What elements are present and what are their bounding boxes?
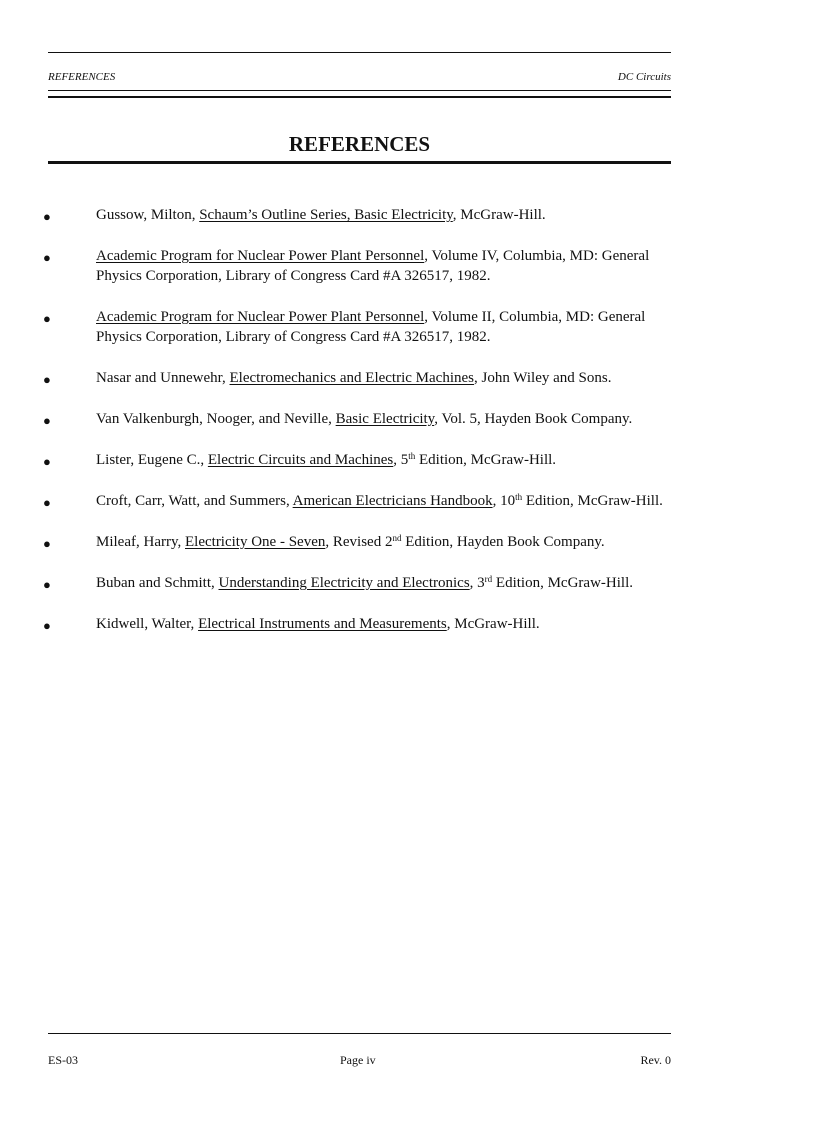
reference-authors: Kidwell, Walter, (96, 616, 199, 632)
reference-details: , 5 (393, 452, 409, 468)
bullet-icon: ● (43, 209, 51, 224)
reference-details: , McGraw-Hill. (446, 616, 540, 632)
reference-title: Academic Program for Nuclear Power Plant Personnel (96, 248, 425, 264)
reference-title: Understanding Electricity and Electronics (218, 575, 470, 591)
reference-title: Academic Program for Nuclear Power Plant Personnel (96, 309, 425, 325)
reference-item (43, 368, 674, 388)
reference-list (43, 205, 674, 655)
reference-authors: Lister, Eugene C., (96, 452, 208, 468)
bullet-icon: ● (43, 311, 51, 326)
reference-authors: Croft, Carr, Watt, and Summers, (96, 493, 293, 509)
bullet-icon: ● (43, 618, 51, 633)
page-title: REFERENCES (288, 132, 431, 156)
reference-item (43, 450, 674, 470)
bullet-icon: ● (43, 536, 51, 551)
reference-authors: Van Valkenburgh, Nooger, and Neville, (96, 411, 336, 427)
reference-details: , Volume II, Columbia, MD: General Physics Corporation, Library of Congress Card #A 326517, 1982. (96, 309, 646, 345)
reference-details: , Revised 2 (325, 534, 393, 550)
reference-item (43, 307, 674, 347)
reference-authors: Gussow, Milton, (96, 207, 200, 223)
ordinal-suffix: rd (484, 574, 493, 584)
header-bottom-rule-thick (48, 96, 671, 98)
footer-page-number: Page iv (340, 1053, 376, 1067)
ordinal-suffix: nd (392, 533, 402, 543)
reference-authors: Buban and Schmitt, (96, 575, 219, 591)
reference-details: , Vol. 5, Hayden Book Company. (434, 411, 633, 427)
reference-item (43, 205, 674, 225)
footer-revision: Rev. 0 (640, 1053, 671, 1067)
reference-details: , 3 (469, 575, 485, 591)
footer-document-id: ES-03 (48, 1053, 78, 1067)
reference-authors: Mileaf, Harry, (96, 534, 185, 550)
reference-edition: Edition, McGraw-Hill. (492, 575, 633, 591)
reference-title: Basic Electricity (335, 411, 435, 427)
reference-edition: Edition, McGraw-Hill. (522, 493, 663, 509)
bullet-icon: ● (43, 495, 51, 510)
bullet-icon: ● (43, 454, 51, 469)
reference-item (43, 409, 674, 429)
reference-details: , Volume IV, Columbia, MD: General Physics Corporation, Library of Congress Card #A 326517, 1982. (96, 248, 650, 284)
footer-rule (48, 1033, 671, 1034)
reference-title: Schaum’s Outline Series, Basic Electricity (199, 207, 453, 223)
reference-title: Electromechanics and Electric Machines (229, 370, 474, 386)
bullet-icon: ● (43, 372, 51, 387)
reference-title: Electrical Instruments and Measurements (198, 616, 447, 632)
bullet-icon: ● (43, 413, 51, 428)
reference-title: Electricity One - Seven (185, 534, 326, 550)
reference-edition: Edition, Hayden Book Company. (401, 534, 605, 550)
title-rule (48, 161, 671, 164)
reference-title: American Electricians Handbook (292, 493, 493, 509)
header-document-label: DC Circuits (617, 71, 671, 83)
header-top-rule (48, 52, 671, 53)
reference-details: , McGraw-Hill. (452, 207, 546, 223)
bullet-icon: ● (43, 577, 51, 592)
reference-item (43, 491, 674, 511)
reference-title: Electric Circuits and Machines (207, 452, 394, 468)
reference-item (43, 614, 674, 634)
header-section-label: REFERENCES (48, 71, 116, 83)
header-bottom-rule-thin (48, 90, 671, 91)
reference-details: , 10 (492, 493, 516, 509)
ordinal-suffix: th (515, 492, 523, 502)
reference-item (43, 246, 674, 286)
reference-item (43, 573, 674, 593)
reference-details: , John Wiley and Sons. (473, 370, 612, 386)
reference-authors: Nasar and Unnewehr, (96, 370, 230, 386)
ordinal-suffix: th (408, 451, 416, 461)
bullet-icon: ● (43, 250, 51, 265)
reference-edition: Edition, McGraw-Hill. (415, 452, 557, 468)
reference-item (43, 532, 674, 552)
